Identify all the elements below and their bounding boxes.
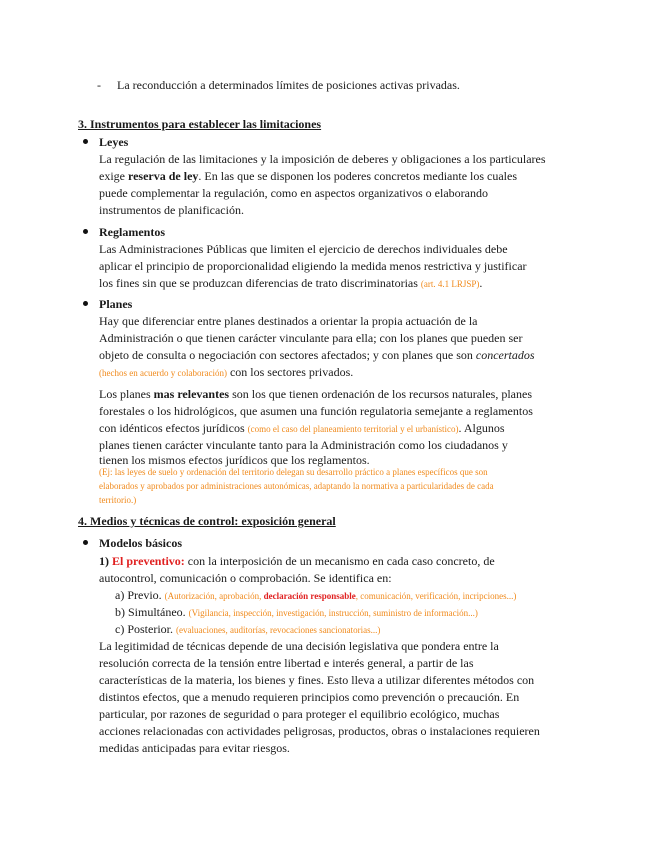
subheading-modelos: Modelos básicos [99, 536, 183, 550]
paragraph-line: particular, por razones de seguridad o para proteger el equilibrio ecológico, muchas [99, 707, 500, 721]
paragraph-line: Las Administraciones Públicas que limiten el ejercicio de derechos individuales debe [99, 242, 508, 256]
example-note: elaborados y aprobados por administraciones autonómicas, adaptando la normativa a particularidades de cada [99, 481, 494, 491]
paragraph-line: instrumentos de planificación. [99, 203, 244, 217]
paragraph-line: resolución correcta de la tensión entre libertad e interés general, a partir de las [99, 656, 474, 670]
paragraph-line: planes tienen carácter vinculante tanto para la Administración como los ciudadanos y [99, 438, 508, 452]
paragraph-line: exige reserva de ley. En las que se disponen los poderes concretos mediante los cuales [99, 169, 518, 183]
paragraph-line: distintos efectos, que a menudo requieren principios como prevención o precaución. En [99, 690, 520, 704]
sublist-item-previo: a) Previo. (Autorización, aprobación, declaración responsable, comunicación, verificación, incripciones...) [115, 588, 517, 602]
paragraph-line: aplicar el principio de proporcionalidad eligiendo la medida menos restrictiva y justificar [99, 259, 527, 273]
paragraph-line: 1) El preventivo: con la interposición de un mecanismo en cada caso concreto, de [99, 554, 495, 568]
preventivo-label: El preventivo: [112, 554, 185, 568]
list-item: La reconducción a determinados límites de posiciones activas privadas. [117, 78, 460, 92]
reserva-de-ley: reserva de ley [128, 169, 199, 183]
list-dash: - [97, 78, 101, 92]
paragraph-line: los fines sin que se produzcan diferencias de trato discriminatorias (art. 4.1 LRJSP). [99, 276, 483, 290]
sublist-item-simultaneo: b) Simultáneo. (Vigilancia, inspección, investigación, instrucción, suministro de información...) [115, 605, 478, 619]
section-heading: 3. Instrumentos para establecer las limitaciones [78, 117, 322, 131]
bullet-icon [83, 139, 88, 144]
example-note: territorio.) [99, 495, 137, 505]
subheading-planes: Planes [99, 297, 133, 311]
paragraph-line: características de la materia, los bienes y fines. Esto lleva a utilizar diferentes métodos con [99, 673, 535, 687]
bullet-icon [83, 540, 88, 545]
paragraph-line: tienen los mismos efectos jurídicos que los reglamentos. [99, 453, 370, 467]
sublist-item-posterior: c) Posterior. (evaluaciones, auditorías, revocaciones sancionatorias...) [115, 622, 381, 636]
legal-citation: (art. 4.1 LRJSP) [420, 279, 480, 289]
section-heading: 4. Medios y técnicas de control: exposición general [78, 514, 336, 528]
paragraph-line: Hay que diferenciar entre planes destinados a orientar la propia actuación de la [99, 314, 478, 328]
paragraph-line: puede complementar la regulación, como en aspectos organizativos o elaborando [99, 186, 488, 200]
paragraph-line: (hechos en acuerdo y colaboración) con los sectores privados. [99, 365, 354, 379]
paragraph-line: La legitimidad de técnicas depende de una decisión legislativa que pondera entre la [99, 639, 499, 653]
paragraph-line: La regulación de las limitaciones y la imposición de deberes y obligaciones a los particulares [99, 152, 546, 166]
example-note: (Ej: las leyes de suelo y ordenación del territorio delegan su desarrollo práctico a planes específicos que son [99, 467, 488, 477]
annotation-note: (hechos en acuerdo y colaboración) [99, 368, 227, 378]
subheading-leyes: Leyes [99, 135, 129, 149]
paragraph-line: medidas anticipadas para evitar riesgos. [99, 741, 290, 755]
paragraph-line: Los planes mas relevantes son los que tienen ordenación de los recursos naturales, planes [99, 387, 533, 401]
paragraph-line: autocontrol, comunicación o comprobación. Se identifica en: [99, 571, 392, 585]
bullet-icon [83, 301, 88, 306]
paragraph-line: con idénticos efectos jurídicos (como el caso del planeamiento territorial y el urbanístico). Algunos [99, 421, 505, 435]
subheading-reglamentos: Reglamentos [99, 225, 165, 239]
paragraph-line: objeto de consulta o negociación con sectores afectados; y con planes que son concertados [99, 348, 535, 362]
paragraph-line: acciones relacionadas con actividades peligrosas, productos, obras o instalaciones requieren [99, 724, 540, 738]
paragraph-line: forestales o los hidrológicos, que asumen una función regulatoria semejante a reglamentos [99, 404, 533, 418]
bullet-icon [83, 229, 88, 234]
annotation-note: (como el caso del planeamiento territorial y el urbanístico) [247, 424, 459, 434]
paragraph-line: Administración o que tienen carácter vinculante para ella; con los planes que pueden ser [99, 331, 523, 345]
